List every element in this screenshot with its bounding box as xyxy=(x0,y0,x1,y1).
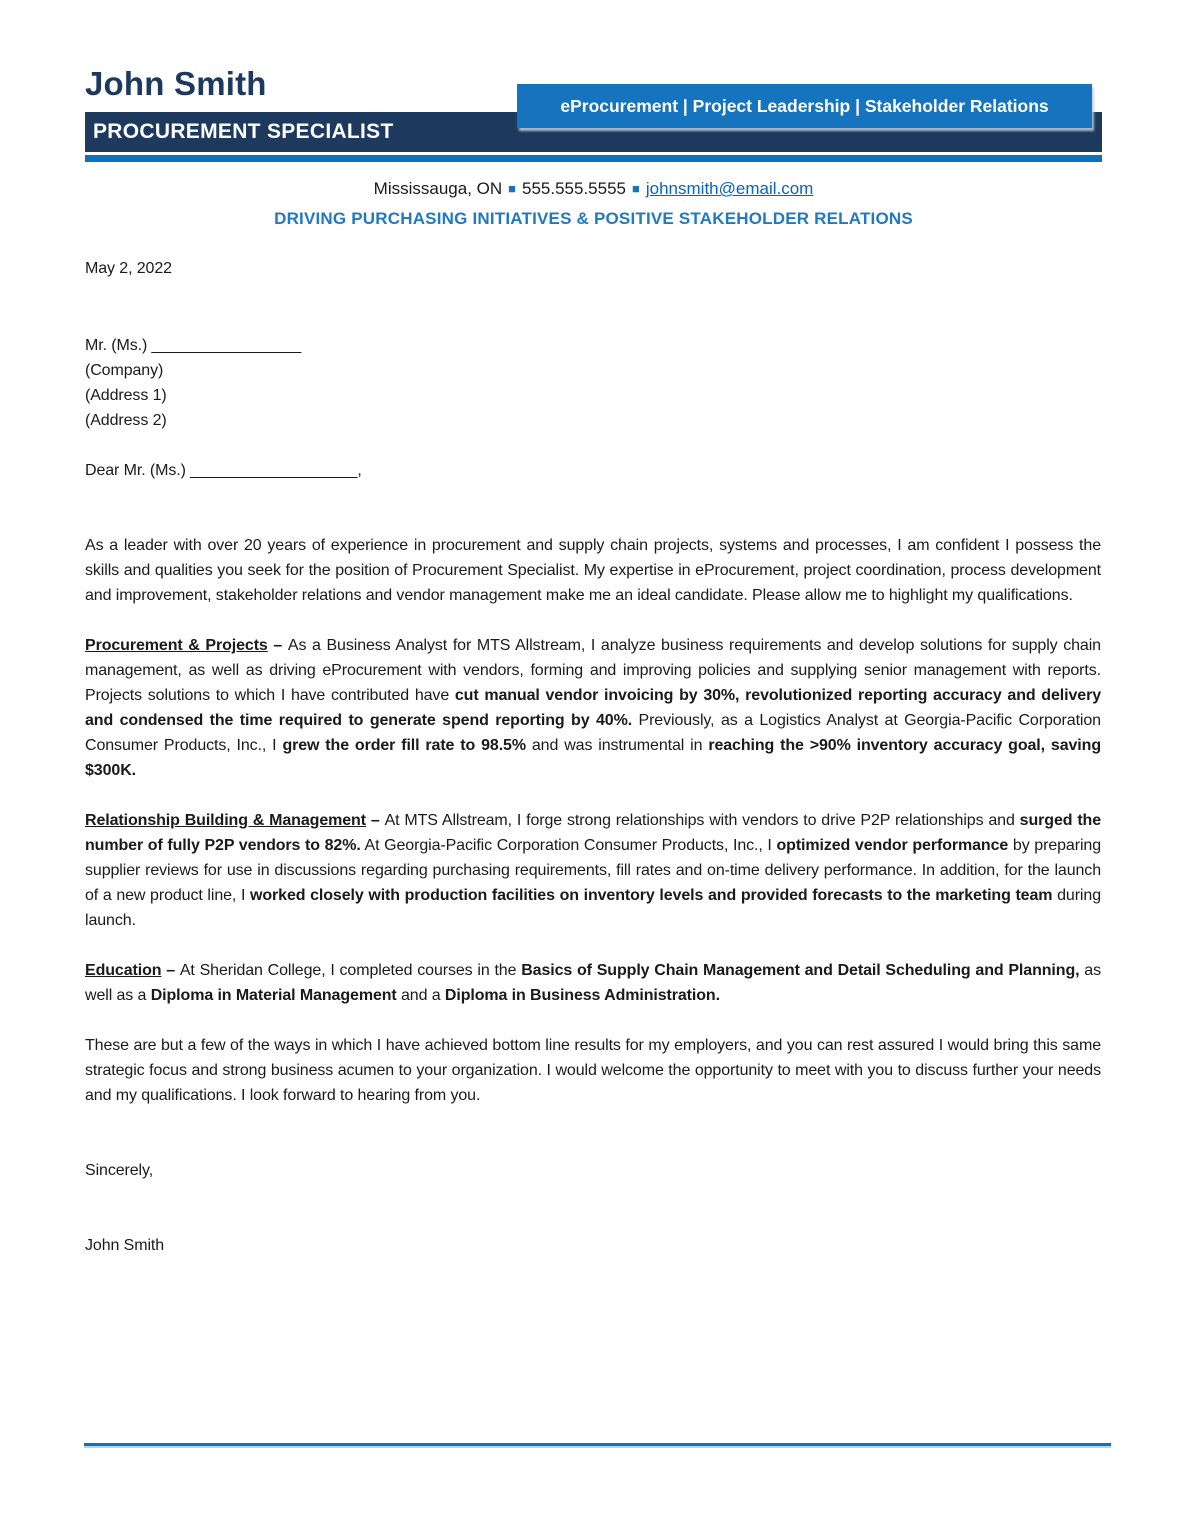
square-bullet-icon: ■ xyxy=(508,181,516,196)
tagline: DRIVING PURCHASING INITIATIVES & POSITIVE STAKEHOLDER RELATIONS xyxy=(274,209,913,228)
paragraph-run: At Georgia-Pacific Corporation Consumer Products, Inc., I xyxy=(360,837,777,854)
paragraph-run: worked closely with production facilities on inventory levels and provided forecasts to the marketing team xyxy=(250,887,1053,904)
paragraph-run: These are but a few of the ways in which I have achieved bottom line results for my employers, and you can rest assured I would bring this same strategic focus and strong business acumen to your organization. I would welcome the opportunity to meet with you to discuss further your needs and my qualifications. I look forward to hearing from you. xyxy=(85,1037,1101,1104)
paragraph-run: – xyxy=(161,962,180,979)
contact-email-link[interactable]: johnsmith@email.com xyxy=(645,179,814,198)
paragraph-run: and a xyxy=(396,987,445,1004)
paragraph-run: during launch. xyxy=(85,887,1101,929)
paragraph-run: – xyxy=(365,812,385,829)
candidate-name: John Smith xyxy=(85,65,267,102)
paragraph-run: Diploma in Business Administration. xyxy=(444,987,720,1004)
signature-name: John Smith xyxy=(85,1237,165,1254)
paragraph-run: As a Business Analyst for MTS Allstream, I analyze business requirements and develop solutions for supply chain management, as well as driving eProcurement with vendors, forming and improving policies and supplying senior management with reports. Projects solutions to which I have contributed have xyxy=(85,637,1101,704)
letter-date: May 2, 2022 xyxy=(85,260,172,277)
body-paragraph xyxy=(85,808,1101,933)
paragraph-run: Education xyxy=(85,962,162,979)
skills-badge: eProcurement | Project Leadership | Stakeholder Relations xyxy=(517,84,1092,128)
body-paragraphs xyxy=(85,533,1101,1108)
paragraph-run: At MTS Allstream, I forge strong relationships with vendors to drive P2P relationships and xyxy=(384,812,1020,829)
paragraph-run: reaching the >90% inventory accuracy goal, saving $300K. xyxy=(85,737,1101,779)
paragraph-run: grew the order fill rate to 98.5% xyxy=(282,737,526,754)
paragraph-run: and was instrumental in xyxy=(525,737,709,754)
recipient-line: Mr. (Ms.) _________________ xyxy=(85,337,302,354)
letter-body xyxy=(85,256,1101,1258)
footer-rule xyxy=(84,1443,1111,1448)
body-paragraph xyxy=(85,1033,1101,1108)
body-paragraph xyxy=(85,533,1101,608)
accent-strip xyxy=(85,155,1102,162)
square-bullet-icon: ■ xyxy=(632,181,640,196)
paragraph-run: by preparing supplier reviews for use in discussions regarding purchasing requirements, fill rates and on-time delivery performance. In addition, for the launch of a new product line, I xyxy=(85,837,1101,904)
contact-phone: 555.555.5555 xyxy=(522,179,626,198)
body-paragraph xyxy=(85,958,1101,1008)
paragraph-run: – xyxy=(267,637,288,654)
paragraph-run: surged the number of fully P2P vendors to 82%. xyxy=(85,812,1102,854)
paragraph-run: as well as a xyxy=(85,962,1101,1004)
recipient-line: (Company) xyxy=(85,362,164,379)
contact-line xyxy=(0,176,1187,201)
closing-valediction: Sincerely, xyxy=(85,1162,154,1179)
paragraph-run: As a leader with over 20 years of experience in procurement and supply chain projects, systems and processes, I am confident I possess the skills and qualities you seek for the position of Procurement Specialist. My expertise in eProcurement, project coordination, process development and improvement, stakeholder relations and vendor management make me an ideal candidate. Please allow me to highlight my qualifications. xyxy=(85,537,1101,604)
paragraph-run: Basics of Supply Chain Management and Detail Scheduling and Planning, xyxy=(521,962,1080,979)
body-paragraph xyxy=(85,633,1101,783)
recipient-line: (Address 2) xyxy=(85,412,167,429)
salutation: Dear Mr. (Ms.) ___________________, xyxy=(85,462,362,479)
paragraph-run: Diploma in Material Management xyxy=(150,987,397,1004)
recipient-line: (Address 1) xyxy=(85,387,167,404)
recipient-block xyxy=(85,333,1101,433)
paragraph-run: Previously, as a Logistics Analyst at Georgia-Pacific Corporation Consumer Products, Inc., I xyxy=(85,712,1101,754)
letter-header xyxy=(0,0,1187,246)
contact-location: Mississauga, ON xyxy=(373,179,503,198)
paragraph-run: cut manual vendor invoicing by 30%, revolutionized reporting accuracy and delivery and condensed the time required to generate spend reporting by 40%. xyxy=(85,687,1101,729)
paragraph-run: Relationship Building & Management xyxy=(85,812,366,829)
paragraph-run: optimized vendor performance xyxy=(776,837,1009,854)
job-title: PROCUREMENT SPECIALIST xyxy=(93,120,394,143)
paragraph-run: Procurement & Projects xyxy=(85,637,268,654)
paragraph-run: At Sheridan College, I completed courses in the xyxy=(179,962,522,979)
